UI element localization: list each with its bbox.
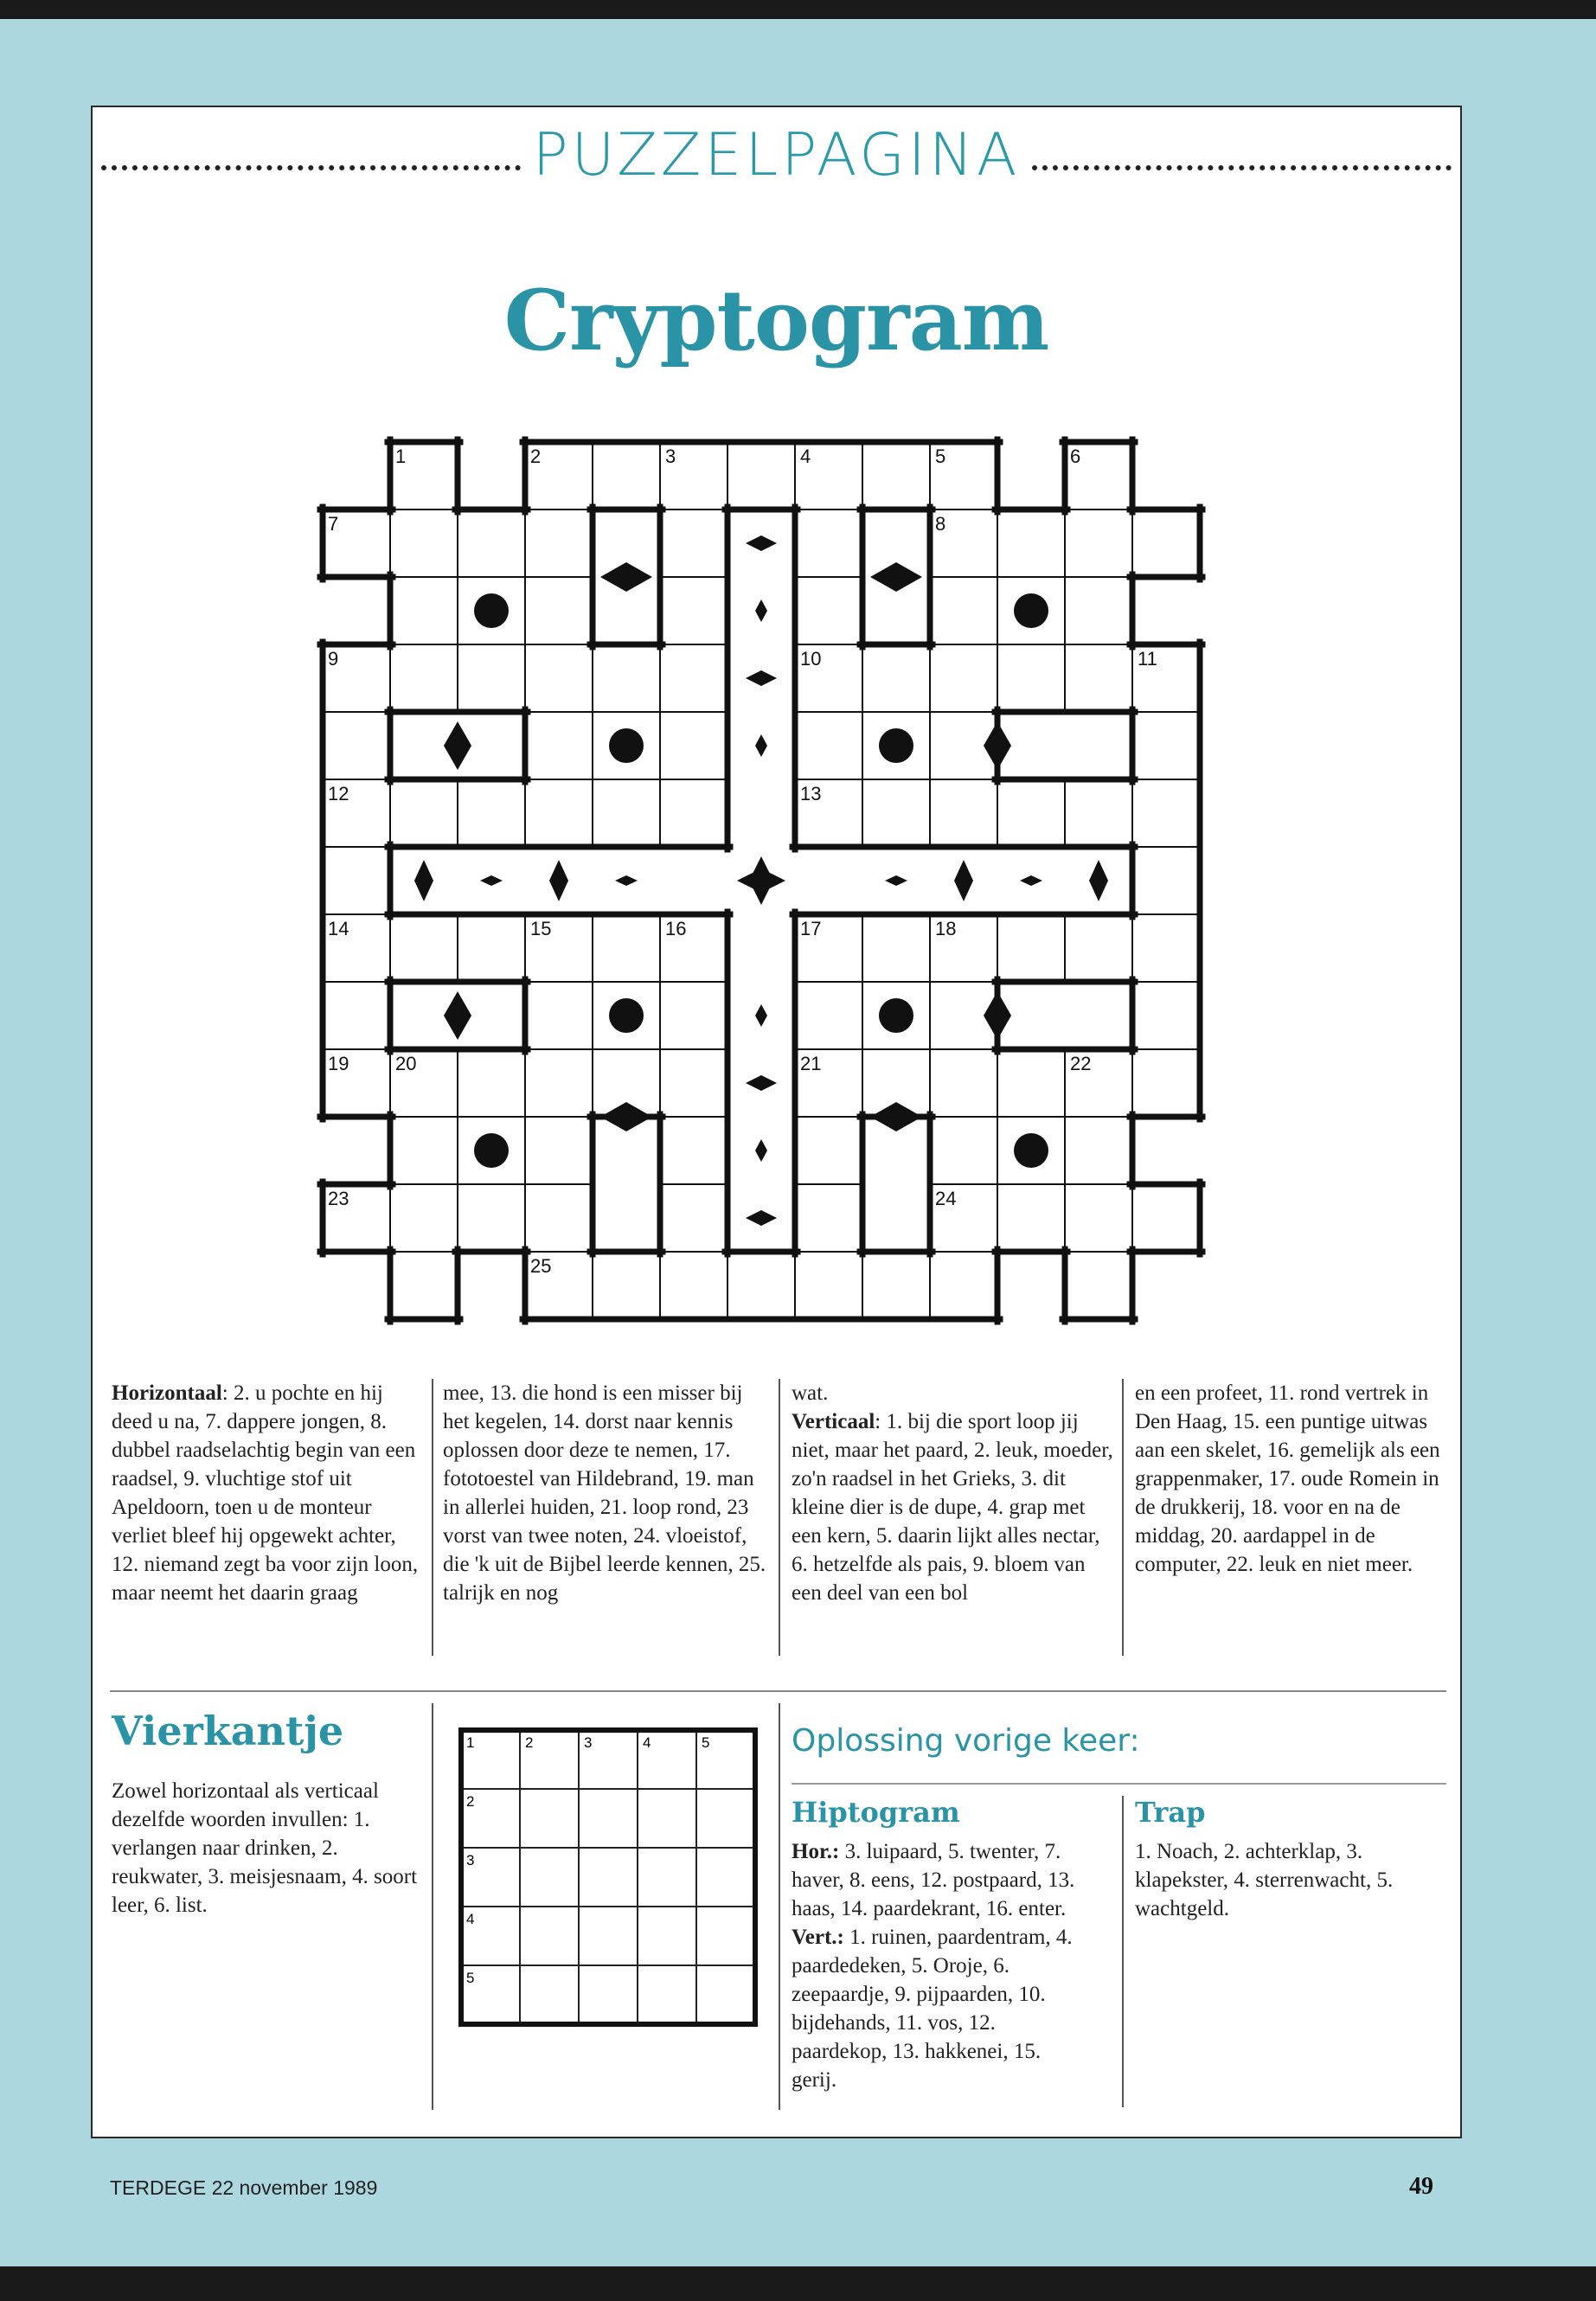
- grid-cell: [862, 914, 930, 982]
- dot-ornament: [474, 1133, 509, 1168]
- vierkantje-grid: [454, 1723, 766, 2039]
- clues-col1-text: : 2. u pochte en hij deed u na, 7. dappere jongen, 8. dubbel raadselachtig begin van een raadsel, 9. vluchtige stof uit Apeldoorn, toen u de monteur verliet bleef hij opgewekt achter, 12. niemand zegt ba voor zijn loon, maar neemt het daarin graag: [112, 1381, 419, 1605]
- grid-cell: [390, 914, 458, 982]
- vert-text: 1. ruinen, paardentram, 4. paardedeken, 5. Oroje, 6. zeepaardje, 9. pijpaarden, 10. bijdehands, 11. vos, 12. paardekop, 13. hakkenei, 15. gerij.: [792, 1926, 1073, 2092]
- square-number: 5: [702, 1734, 710, 1751]
- clue-number: 7: [328, 513, 339, 535]
- grid-cell: [390, 577, 458, 644]
- grid-cell: [660, 1117, 727, 1184]
- grid-cell: [997, 1184, 1065, 1252]
- trap-title: Trap: [1135, 1796, 1206, 1829]
- diamond-ornament: [954, 860, 973, 901]
- square-cell: [696, 1789, 755, 1848]
- diamond-ornament: [746, 535, 777, 551]
- grid-cell: [1132, 914, 1200, 982]
- grid-cell: [862, 779, 930, 847]
- grid-cell: [795, 510, 862, 577]
- diamond-ornament: [444, 721, 471, 770]
- square-number: 2: [466, 1793, 475, 1810]
- clue-number: 25: [530, 1255, 552, 1277]
- grid-cell: [997, 1049, 1065, 1117]
- square-cell: [579, 1965, 638, 2024]
- clue-number: 20: [395, 1053, 417, 1074]
- section-header: [93, 116, 1460, 194]
- column-divider: [779, 1703, 780, 2110]
- grid-cell: [930, 1117, 997, 1184]
- grid-cell: [323, 847, 390, 914]
- square-cell: [638, 1848, 696, 1907]
- clue-number: 6: [1070, 445, 1081, 467]
- page-number: 49: [1409, 2173, 1433, 2200]
- grid-cell: [525, 779, 593, 847]
- vert-label: Vert.:: [792, 1926, 844, 1949]
- grid-cell: [525, 510, 593, 577]
- grid-cell: [1132, 510, 1200, 577]
- grid-cell: [390, 1252, 458, 1319]
- section-divider: [110, 1690, 1446, 1692]
- grid-cell: [1132, 1049, 1200, 1117]
- clue-number: 4: [800, 445, 811, 467]
- grid-cell: [458, 510, 525, 577]
- vierkantje-title: Vierkantje: [112, 1708, 344, 1754]
- square-cell: [696, 1965, 755, 2024]
- dot-ornament: [1014, 593, 1048, 628]
- grid-cell: [1132, 982, 1200, 1049]
- grid-cell: [390, 779, 458, 847]
- vertical-label: Verticaal: [792, 1410, 875, 1433]
- diamond-ornament: [1020, 875, 1042, 886]
- grid-cell: [525, 577, 593, 644]
- hiptogram-title: Hiptogram: [792, 1796, 960, 1829]
- diamond-ornament: [480, 875, 503, 886]
- cryptogram-grid: [307, 423, 1224, 1435]
- grid-cell: [930, 779, 997, 847]
- grid-cell: [458, 779, 525, 847]
- magazine-page: [91, 106, 1462, 2200]
- square-cell: [696, 1848, 755, 1907]
- grid-cell: [930, 577, 997, 644]
- grid-cell: [660, 712, 727, 779]
- top-border: [0, 0, 1596, 19]
- clue-number: 23: [328, 1188, 349, 1209]
- section-title: PUZZELPAGINA: [532, 120, 1021, 189]
- grid-cell: [593, 644, 660, 712]
- diamond-ornament: [755, 734, 767, 757]
- square-cell: [579, 1848, 638, 1907]
- clue-number: 21: [800, 1053, 822, 1074]
- grid-cell: [660, 577, 727, 644]
- square-cell: [579, 1789, 638, 1848]
- diamond-ornament: [737, 868, 785, 893]
- grid-cell: [458, 1049, 525, 1117]
- clue-number: 18: [935, 918, 957, 939]
- square-number: 3: [466, 1852, 475, 1868]
- grid-cell: [795, 1252, 862, 1319]
- grid-cell: [795, 982, 862, 1049]
- grid-cell: [1065, 577, 1132, 644]
- grid-cell: [862, 1252, 930, 1319]
- clue-number: 12: [328, 783, 349, 804]
- header-dots-left: [101, 165, 521, 170]
- grid-cell: [1065, 1184, 1132, 1252]
- solution-divider: [792, 1783, 1446, 1785]
- clues-column-1: [112, 1379, 419, 1607]
- page-title: Cryptogram: [503, 272, 1049, 369]
- diamond-ornament: [444, 991, 471, 1040]
- grid-cell: [660, 644, 727, 712]
- square-number: 3: [584, 1734, 593, 1751]
- column-divider: [779, 1379, 780, 1656]
- grid-cell: [795, 577, 862, 644]
- square-number: 4: [643, 1734, 651, 1751]
- grid-cell: [323, 982, 390, 1049]
- diamond-ornament: [746, 1210, 777, 1226]
- grid-cell: [1065, 644, 1132, 712]
- square-cell: [638, 1789, 696, 1848]
- grid-cell: [997, 644, 1065, 712]
- clue-number: 1: [395, 445, 407, 467]
- diamond-ornament: [755, 1004, 767, 1027]
- grid-cell: [525, 644, 593, 712]
- grid-cell: [1132, 712, 1200, 779]
- clue-number: 5: [935, 445, 946, 467]
- grid-cell: [323, 712, 390, 779]
- clue-number: 24: [935, 1188, 957, 1209]
- clue-number: 10: [800, 648, 822, 670]
- clue-number: 13: [800, 783, 822, 804]
- solution-heading: Oplossing vorige keer:: [792, 1723, 1140, 1759]
- grid-cell: [1132, 847, 1200, 914]
- grid-cell: [862, 442, 930, 510]
- square-cell: [520, 1789, 579, 1848]
- grid-cell: [1065, 1117, 1132, 1184]
- grid-cell: [1065, 779, 1132, 847]
- clues-column-2: mee, 13. die hond is een misser bij het kegelen, 14. dorst naar kennis oplossen door deze te nemen, 17. fototoestel van Hildebrand, 19. man in allerlei huiden, 21. loop rond, 23 vorst van twee noten, 24. vloeistof, die 'k uit de Bijbel leerde kennen, 25. talrijk en nog: [443, 1381, 766, 1605]
- grid-cell: [593, 442, 660, 510]
- clue-number: 14: [328, 918, 349, 939]
- grid-cell: [997, 779, 1065, 847]
- footer-publication: TERDEGE 22 november 1989: [110, 2176, 378, 2199]
- diamond-ornament: [615, 875, 638, 886]
- dot-ornament: [1014, 1133, 1048, 1168]
- grid-cell: [660, 1184, 727, 1252]
- diamond-ornament: [549, 860, 568, 901]
- grid-cell: [997, 914, 1065, 982]
- grid-cell: [458, 914, 525, 982]
- diamond-ornament: [755, 599, 767, 622]
- grid-cell: [727, 1252, 795, 1319]
- column-divider: [1122, 1379, 1124, 1656]
- clue-number: 19: [328, 1053, 349, 1074]
- clues-column-4: en een profeet, 11. rond vertrek in Den Haag, 15. een puntige uitwas aan een skelet, 16. gemelijk als een grappenmaker, 17. oude Romein in de drukkerij, 18. voor en na de middag, 20. aardappel in de computer, 22. leuk en niet meer.: [1135, 1381, 1440, 1576]
- grid-cell: [390, 1117, 458, 1184]
- diamond-ornament: [885, 875, 907, 886]
- diamond-ornament: [746, 670, 777, 686]
- square-cell: [638, 1965, 696, 2024]
- column-divider: [1122, 1796, 1124, 2107]
- square-number: 4: [466, 1911, 475, 1927]
- clue-number: 16: [665, 918, 687, 939]
- square-cell: [520, 1965, 579, 2024]
- clue-number: 15: [530, 918, 552, 939]
- square-cell: [579, 1907, 638, 1965]
- grid-cell: [390, 510, 458, 577]
- dot-ornament: [879, 998, 913, 1033]
- dot-ornament: [879, 728, 913, 763]
- clue-number: 3: [665, 445, 676, 467]
- grid-cell: [1132, 779, 1200, 847]
- diamond-ornament: [870, 562, 922, 592]
- square-cell: [696, 1907, 755, 1965]
- header-dots-right: [1032, 165, 1452, 170]
- grid-cell: [660, 779, 727, 847]
- grid-cell: [795, 1117, 862, 1184]
- column-divider: [432, 1379, 433, 1656]
- vierkantje-text: Zowel horizontaal als verticaal dezelfde woorden invullen: 1. verlangen naar drinken, 2. reukwater, 3. meisjesnaam, 4. soort leer, 6. list.: [112, 1779, 418, 1917]
- grid-cell: [930, 1049, 997, 1117]
- grid-cell: [660, 982, 727, 1049]
- square-cell: [638, 1907, 696, 1965]
- grid-cell: [593, 914, 660, 982]
- square-cell: [520, 1907, 579, 1965]
- grid-cell: [525, 1117, 593, 1184]
- grid-cell: [593, 779, 660, 847]
- clues-col3-text: : 1. bij die sport loop jij niet, maar het paard, 2. leuk, moeder, zo'n raadsel in het Grieks, 3. dit kleine dier is de dupe, 4. grap met een kern, 5. daarin lijkt alles nectar, 6. hetzelfde als pais, 9. bloem van een deel van een bol: [792, 1410, 1113, 1605]
- grid-cell: [1065, 1252, 1132, 1319]
- clue-number: 2: [530, 445, 542, 467]
- square-number: 2: [525, 1734, 534, 1751]
- grid-cell: [660, 510, 727, 577]
- hor-text: 3. luipaard, 5. twenter, 7. haver, 8. eens, 12. postpaard, 13. haas, 14. paardekrant, 16. enter.: [792, 1840, 1075, 1920]
- dot-ornament: [609, 998, 644, 1033]
- grid-cell: [525, 982, 593, 1049]
- dot-ornament: [609, 728, 644, 763]
- grid-cell: [930, 1252, 997, 1319]
- grid-cell: [525, 1049, 593, 1117]
- grid-cell: [862, 644, 930, 712]
- grid-cell: [525, 712, 593, 779]
- square-number: 1: [466, 1734, 475, 1751]
- clue-number: 17: [800, 918, 822, 939]
- grid-cell: [1065, 510, 1132, 577]
- clue-number: 11: [1138, 648, 1157, 670]
- trap-solution: 1. Noach, 2. achterklap, 3. klapekster, 4. sterrenwacht, 5. wachtgeld.: [1135, 1840, 1394, 1920]
- cryptogram-svg: [307, 423, 1224, 1435]
- diamond-ornament: [1089, 860, 1108, 901]
- clue-number: 9: [328, 648, 339, 670]
- hor-label: Hor.:: [792, 1840, 840, 1863]
- grid-cell: [795, 712, 862, 779]
- grid-cell: [660, 1252, 727, 1319]
- grid-cell: [458, 644, 525, 712]
- clues-col3-pre: wat.: [792, 1381, 829, 1405]
- grid-cell: [390, 1184, 458, 1252]
- hiptogram-solution: [792, 1837, 1090, 2094]
- grid-cell: [930, 644, 997, 712]
- vierkantje-svg: [454, 1723, 766, 2035]
- clue-number: 8: [935, 513, 946, 535]
- horizontal-label: Horizontaal: [112, 1381, 222, 1405]
- grid-cell: [1065, 914, 1132, 982]
- grid-cell: [1132, 1184, 1200, 1252]
- diamond-ornament: [600, 562, 652, 592]
- clues-column-3: [792, 1379, 1116, 1607]
- grid-cell: [660, 1049, 727, 1117]
- dot-ornament: [474, 593, 509, 628]
- diamond-ornament: [755, 1139, 767, 1162]
- grid-cell: [727, 442, 795, 510]
- grid-cell: [795, 1184, 862, 1252]
- grid-cell: [525, 1184, 593, 1252]
- grid-cell: [997, 510, 1065, 577]
- grid-cell: [390, 644, 458, 712]
- clue-number: 22: [1070, 1053, 1092, 1074]
- grid-cell: [458, 1184, 525, 1252]
- bottom-border: [0, 2266, 1596, 2301]
- diamond-ornament: [414, 860, 433, 901]
- column-divider: [432, 1703, 433, 2110]
- square-number: 5: [466, 1970, 475, 1986]
- square-cell: [520, 1848, 579, 1907]
- grid-cell: [593, 1252, 660, 1319]
- diamond-ornament: [746, 1075, 777, 1091]
